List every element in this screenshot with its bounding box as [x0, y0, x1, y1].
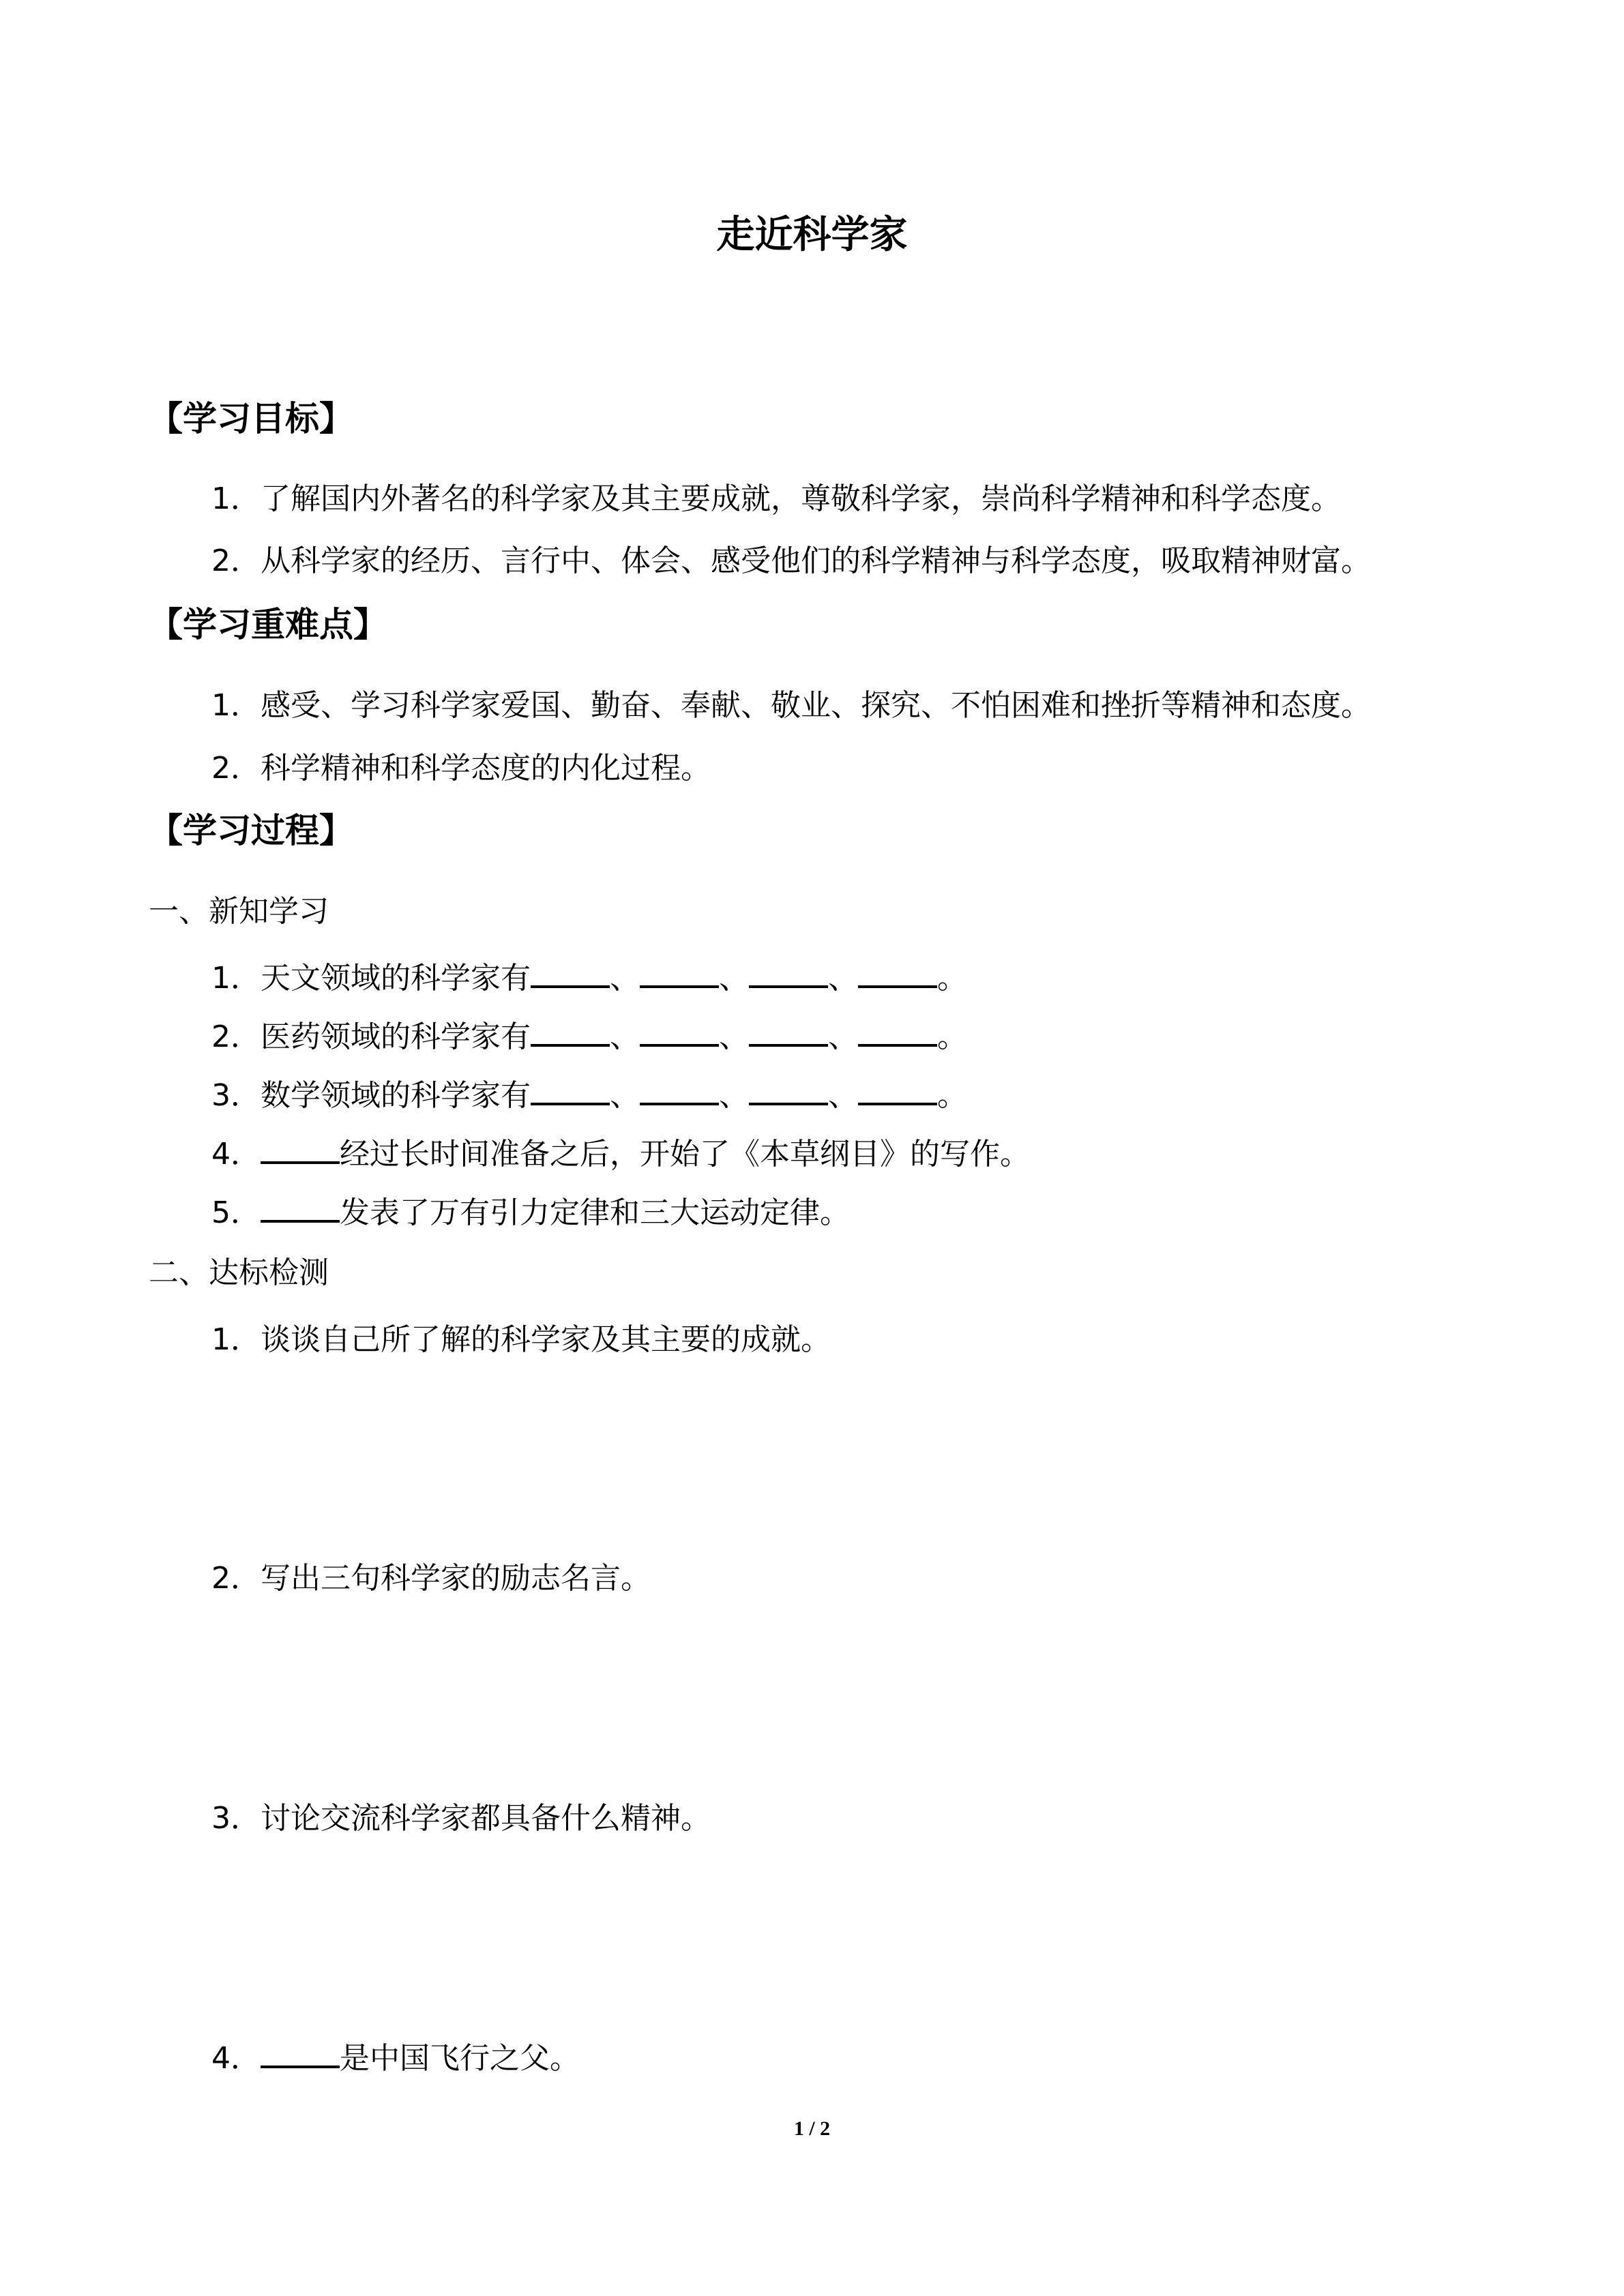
goals-heading: 【学习目标】	[149, 399, 353, 438]
part2-label: 二、达标检测	[149, 1255, 329, 1290]
question-medicine: 2．医药领域的科学家有 、 、 、 。	[211, 1012, 967, 1056]
question-bencao: 4． 经过长时间准备之后，开始了《本草纲目》的写作。	[211, 1129, 1030, 1173]
check-question-4: 4． 是中国飞行之父。	[211, 2033, 580, 2077]
answer-blank[interactable]	[640, 958, 719, 988]
page-title: 走近科学家	[716, 213, 908, 257]
part1-label: 一、新知学习	[149, 894, 329, 929]
answer-blank[interactable]	[858, 1075, 937, 1105]
question-text: 是中国飞行之父。	[340, 2041, 580, 2076]
answer-blank[interactable]	[858, 1017, 937, 1047]
question-text: 发表了万有引力定律和三大运动定律。	[340, 1195, 850, 1230]
question-text: 2．医药领域的科学家有	[211, 1019, 531, 1054]
question-newton: 5． 发表了万有引力定律和三大运动定律。	[211, 1188, 850, 1232]
goal-item-2: 2．从科学家的经历、言行中、体会、感受他们的科学精神与科学态度，吸取精神财富。	[211, 543, 1371, 578]
question-math: 3．数学领域的科学家有 、 、 、 。	[211, 1071, 967, 1114]
goal-item-1: 1．了解国内外著名的科学家及其主要成就，尊敬科学家，崇尚科学精神和科学态度。	[211, 481, 1341, 516]
answer-blank[interactable]	[749, 1017, 828, 1047]
answer-blank[interactable]	[531, 958, 610, 988]
answer-blank[interactable]	[640, 1017, 719, 1047]
check-question-2: 2．写出三句科学家的励志名言。	[211, 1561, 651, 1596]
check-question-3: 3．讨论交流科学家都具备什么精神。	[211, 1801, 711, 1836]
keypoint-item-1: 1．感受、学习科学家爱国、勤奋、奉献、敬业、探究、不怕困难和挫折等精神和态度。	[211, 688, 1371, 723]
answer-blank[interactable]	[531, 1017, 610, 1047]
answer-blank[interactable]	[749, 958, 828, 988]
question-text: 1．天文领域的科学家有	[211, 961, 531, 996]
keypoints-heading: 【学习重难点】	[149, 605, 387, 644]
page-number: 1 / 2	[793, 2117, 831, 2140]
answer-blank[interactable]	[261, 1193, 340, 1223]
question-text: 经过长时间准备之后，开始了《本草纲目》的写作。	[340, 1137, 1030, 1172]
keypoint-item-2: 2．科学精神和科学态度的内化过程。	[211, 751, 711, 786]
process-heading: 【学习过程】	[149, 811, 353, 850]
answer-blank[interactable]	[749, 1075, 828, 1105]
answer-blank[interactable]	[640, 1075, 719, 1105]
answer-blank[interactable]	[858, 958, 937, 988]
answer-blank[interactable]	[261, 2038, 340, 2068]
answer-blank[interactable]	[261, 1134, 340, 1164]
check-question-1: 1．谈谈自己所了解的科学家及其主要的成就。	[211, 1322, 831, 1357]
question-astronomy: 1．天文领域的科学家有 、 、 、 。	[211, 953, 967, 997]
answer-blank[interactable]	[531, 1075, 610, 1105]
question-text: 3．数学领域的科学家有	[211, 1078, 531, 1113]
